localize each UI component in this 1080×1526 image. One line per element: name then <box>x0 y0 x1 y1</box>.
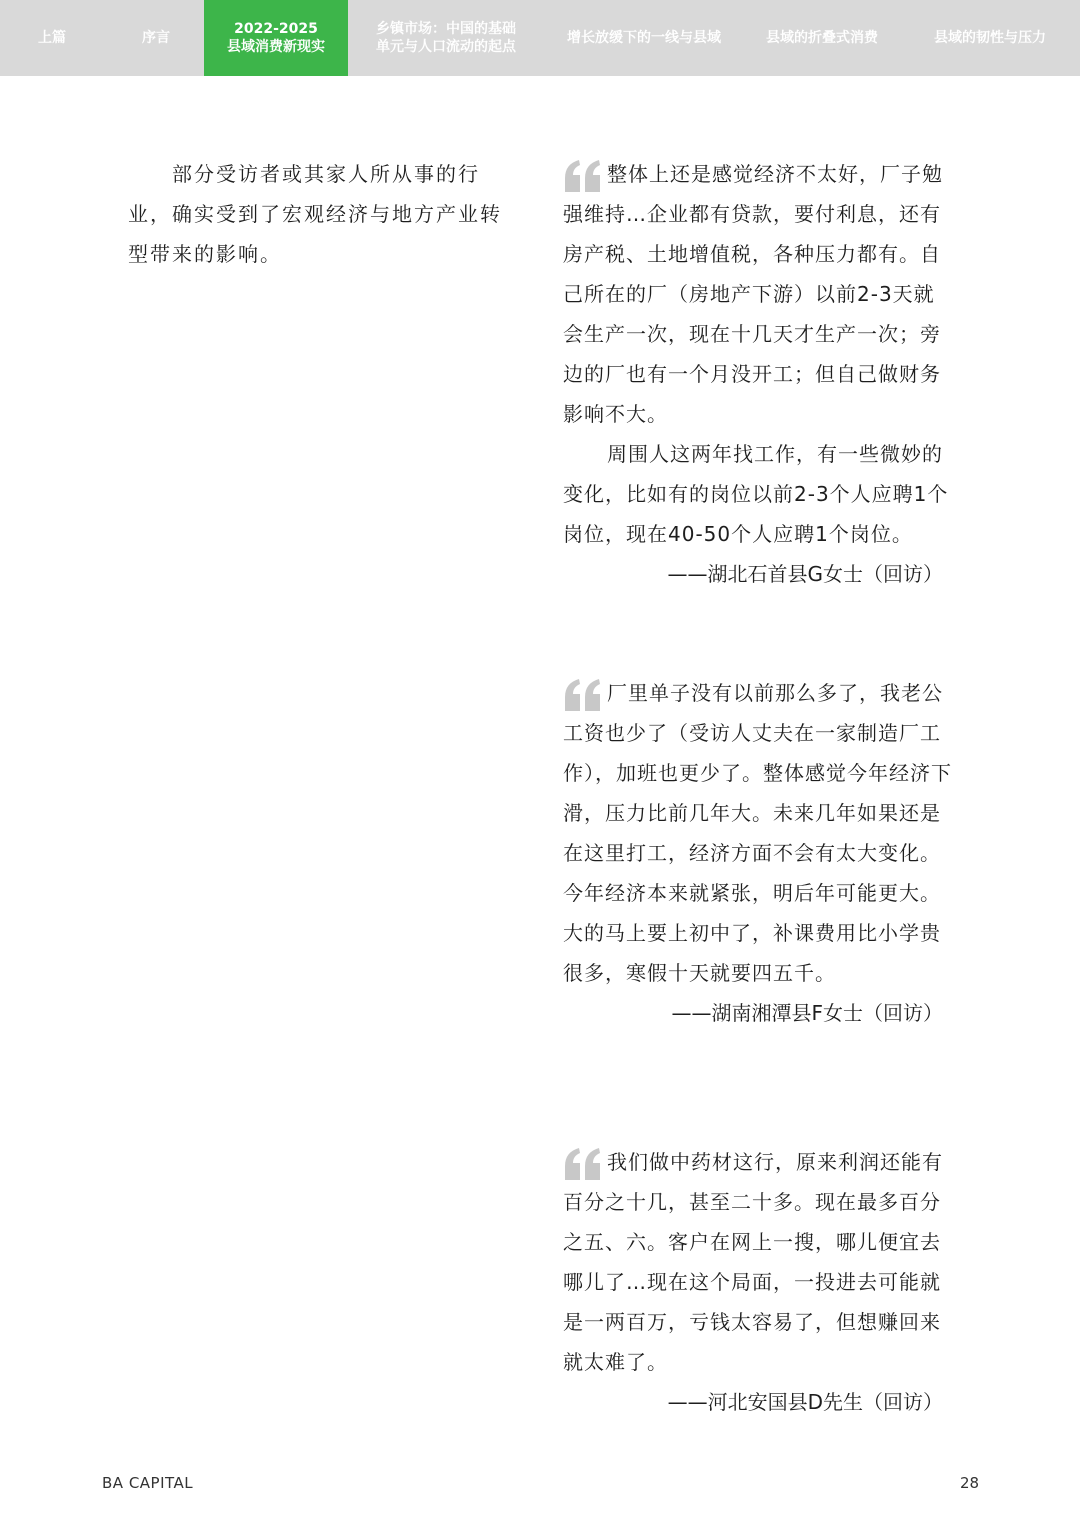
tab-county-consumption-reality[interactable] <box>204 0 348 76</box>
quote-mark-icon <box>563 158 603 194</box>
quote-block-1 <box>563 154 955 594</box>
tab-folded-consumption[interactable] <box>744 0 900 76</box>
quote-paragraph: 我们做中药材这行，原来利润还能有百分之十几，甚至二十多。现在最多百分之五、六。客户在网上一搜，哪儿便宜去哪儿了…现在这个局面，一投进去可能就是一两百万，亏钱太容易了，但想赚回来就太难了。 <box>563 1150 943 1374</box>
intro-paragraph: 部分受访者或其家人所从事的行业，确实受到了宏观经济与地方产业转型带来的影响。 <box>128 162 502 266</box>
quote-block-2 <box>563 673 955 1033</box>
tab-label: 县域的韧性与压力 <box>934 30 1046 46</box>
tab-label-line2: 单元与人口流动的起点 <box>376 39 516 55</box>
page-number: 28 <box>960 1474 980 1492</box>
tab-label-line1: 乡镇市场：中国的基础 <box>376 21 516 37</box>
quote-block-3 <box>563 1142 955 1422</box>
tab-township-market[interactable] <box>348 0 544 76</box>
tab-label: 增长放缓下的一线与县域 <box>567 30 721 46</box>
footer-brand: BA CAPITAL <box>102 1474 194 1492</box>
quote-mark-icon <box>563 1146 603 1182</box>
tab-label: 上篇 <box>38 30 66 46</box>
tab-preface[interactable] <box>104 0 208 76</box>
tab-label-line2: 县域消费新现实 <box>227 39 325 55</box>
tab-label-line1: 2022-2025 <box>234 21 318 37</box>
top-navigation-bar <box>0 0 1080 76</box>
quote-paragraph: 周围人这两年找工作，有一些微妙的变化，比如有的岗位以前2-3个人应聘1个岗位，现在40-50个人应聘1个岗位。 <box>563 442 949 546</box>
quote-attribution: ——湖北石首县G女士（回访） <box>667 562 943 586</box>
tab-shangpian[interactable] <box>0 0 104 76</box>
tab-label: 序言 <box>142 30 170 46</box>
quote-mark-icon <box>563 677 603 713</box>
quote-attribution: ——湖南湘潭县F女士（回访） <box>671 1001 943 1025</box>
quote-paragraph: 厂里单子没有以前那么多了，我老公工资也少了（受访人丈夫在一家制造厂工作），加班也更少了。整体感觉今年经济下滑，压力比前几年大。未来几年如果还是在这里打工，经济方面不会有太大变化。今年经济本来就紧张，明后年可能更大。大的马上要上初中了，补课费用比小学贵很多，寒假十天就要四五千。 <box>563 681 952 985</box>
tab-resilience-pressure[interactable] <box>900 0 1080 76</box>
tab-growth-slowdown[interactable] <box>544 0 744 76</box>
tab-label: 县域的折叠式消费 <box>766 30 878 46</box>
quote-attribution: ——河北安国县D先生（回访） <box>667 1390 943 1414</box>
quote-paragraph: 整体上还是感觉经济不太好，厂子勉强维持…企业都有贷款，要付利息，还有房产税、土地增值税，各种压力都有。自己所在的厂（房地产下游）以前2-3天就会生产一次，现在十几天才生产一次；旁边的厂也有一个月没开工；但自己做财务影响不大。 <box>563 162 943 426</box>
